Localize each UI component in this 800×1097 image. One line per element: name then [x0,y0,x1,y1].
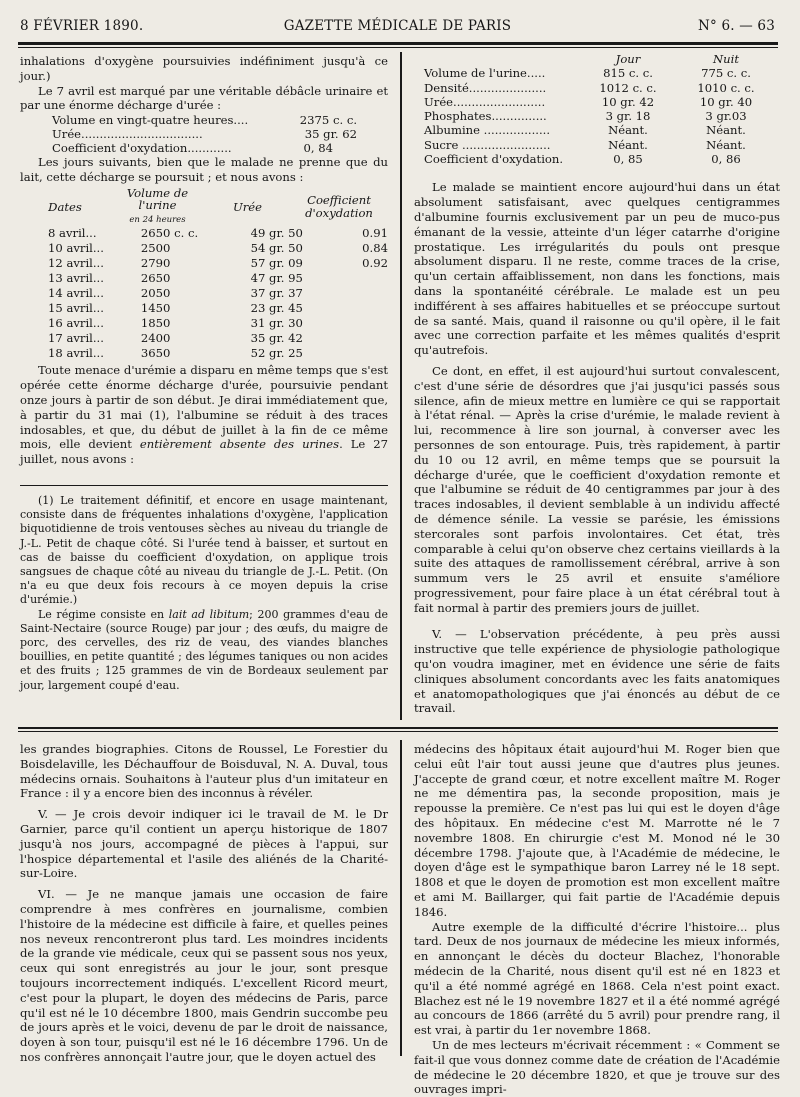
cell-coef [334,271,388,286]
cell-date: 8 avril... [48,226,97,241]
cell-coef [334,331,388,346]
header-rule-thin [18,47,778,48]
cell-coef: 0.92 [362,256,388,271]
table-row [20,271,388,286]
cell-label: Coefficient d'oxydation. [424,152,564,167]
col-header-volume: Volume de l'urine en 24 heures [126,185,189,225]
lower-right-column [414,742,780,1097]
cell-uree: 23 gr. 45 [250,300,303,315]
section-separator-thin [18,731,778,732]
cell-label: Densité..................... [424,80,547,95]
cell-label: Sucre ........................ [424,137,551,152]
cell-vol: 2650 c. c. [140,226,199,241]
cell-vol: 2790 [140,256,171,271]
table-row [414,66,780,80]
footnote-rule [20,485,388,486]
table-row [52,127,357,141]
urine-summary-table [52,113,357,155]
cell-uree: 31 gr. 30 [250,315,303,330]
daily-urine-table [20,187,388,227]
row-label: Coefficient d'oxydation............ [52,141,232,156]
cell-vol: 1850 [140,315,171,330]
cell-date: 16 avril... [48,315,104,330]
table-row [414,138,780,152]
cell-date: 14 avril... [48,285,104,300]
table-row [20,316,388,331]
table-row [20,226,388,241]
cell-jour: 0, 85 [613,152,643,167]
cell-coef [334,286,388,301]
column-divider-upper [400,52,402,720]
table-row [20,256,388,271]
cell-nuit: 1010 c. c. [697,80,755,95]
upper-right-column [414,52,780,716]
lower-left-column [20,742,388,1065]
cell-date: 10 avril... [48,241,104,256]
col-header-dates: Dates [48,199,82,214]
row-value: 35 gr. 62 [304,127,357,142]
header-date: 8 FÉVRIER 1890. [20,18,144,34]
col-header-nuit: Nuit [713,52,739,66]
cell-date: 13 avril... [48,271,104,285]
paragraph: Un de mes lecteurs m'écrivait récemment : « Comment se fait-il que vous donnez comme date de création de l'Académie de médecine le 20 décembre 1820, et que je trouve sur des ouvrages impri- [414,1037,780,1097]
table-row [414,109,780,123]
paragraph: V. — Je crois devoir indiquer ici le travail de M. le Dr Garnier, parce qu'il contient un aperçu historique de 1807 jusqu'à nos jours, accompagné de pièces à l'appui, sur l'hospice départemental et l'asile des aliénés de la Charité-sur-Loire. [20,807,388,881]
table-header-row [20,187,388,227]
table-row [414,95,780,109]
running-header [20,18,775,38]
paragraph: inhalations d'oxygène poursuivies indéfiniment jusqu'à ce jour.) [20,54,388,83]
cell-nuit: 775 c. c. [701,66,751,81]
footnote: (1) Le traitement définitif, et encore en usage maintenant, consiste dans de fréquentes inhalations d'oxygène, l'application biquotidienne de trois ventouses sèches au niveau du triangle de J.-L. Petit de chaque côté. Si l'urée tend à baisser, et surtout en cas de baisse du coefficient d'oxydation, on applique trois sangsues de chaque côté au niveau du triangle de J.-L. Petit. (On n'a eu que deux fois recours à ce moyen depuis la crise d'urémie.) [20,494,388,607]
cell-uree: 37 gr. 37 [250,285,303,300]
cell-uree: 49 gr. 50 [250,226,303,241]
cell-vol: 2500 [140,241,171,256]
cell-coef [334,316,388,331]
col-header-coefficient: Coefficient d'oxydation [305,193,373,220]
table-row [20,241,388,256]
table-row [20,286,388,301]
cell-date: 15 avril... [48,300,104,315]
cell-jour: 1012 c. c. [599,80,657,95]
paragraph: Le malade se maintient encore aujourd'hui dans un état absolument satisfaisant, avec quelques centigrammes d'albumine fournis exclusivement par un peu de muco-pus émanant de la vessie, atteinte d'un léger catarrhe d'origine prostatique. Les irrégularités du pouls ont presque absolument disparu. Il ne reste, comme traces de la crise, qu'un certain affaiblissement, non dans les fonctions, mais dans la spontanéité cérébrale. Le malade est un peu indifférent à ses affaires habituelles et se préoccupe surtout de sa santé. Mais, quand il raisonne ou qu'il opère, il le fait avec une correction parfaite et les mêmes qualités d'esprit qu'autrefois. [414,180,780,358]
col-header-uree: Urée [232,199,263,214]
cell-label: Albumine .................. [424,123,551,138]
footnote: Le régime consiste en lait ad libitum; 200 grammes d'eau de Saint-Nectaire (source Rouge) par jour ; des œufs, du maigre de porc, des cervelles, des riz de veau, des viandes blanches bouillies, en petite quantité ; des légumes taniques ou non acides et des fruits ; 125 grammes de vin de Bordeaux seulement par jour, largement coupé d'eau. [20,607,388,692]
cell-date: 12 avril... [48,256,104,271]
section-separator [18,727,778,729]
cell-label: Urée......................... [424,94,546,109]
cell-vol: 2400 [140,330,171,345]
paragraph: Le 7 avril est marqué par une véritable débâcle urinaire et par une énorme décharge d'urée : [20,83,388,113]
header-page-number: N° 6. — 63 [698,18,775,34]
cell-date: 18 avril... [48,345,104,360]
cell-date: 17 avril... [48,330,104,345]
paragraph: Autre exemple de la difficulté d'écrire l'histoire... plus tard. Deux de nos journaux de médecine les mieux informés, en annonçant le décès du docteur Blachez, l'honorable médecin de la Charité, nous disent qu'il est né en 1823 et qu'il a été nommé agrégé en 1868. Cela n'est point exact. Blachez est né le 19 novembre 1827 et il a été nommé agrégé au concours de 1866 (arrêté du 5 avril) pour prendre rang, il est vrai, à partir du 1er novembre 1868. [414,919,780,1038]
table-row [414,123,780,137]
header-rule [18,42,778,45]
table-row [414,81,780,95]
table-header-row [414,52,780,66]
table-row [20,331,388,346]
cell-uree: 35 gr. 42 [250,330,303,345]
paragraph: V. — L'observation précédente, à peu près aussi instructive que telle expérience de physiologie pathologique qu'on voudra imaginer, met en évidence une série de faits cliniques absolument concordants avec les faits anatomiques et anatomopathologiques que j'ai énoncés au début de ce travail. [414,627,780,716]
cell-jour: Néant. [608,123,648,138]
paragraph: médecins des hôpitaux était aujourd'hui M. Roger bien que celui eût l'air tout aussi jeune que d'autres plus jeunes. J'accepte de grand cœur, et notre excellent maître M. Roger ne me démentira pas, la seconde proposition, mais je repousse la première. Ce n'est pas lui qui est le doyen d'âge des hôpitaux. En médecine c'est M. Marrotte né le 7 novembre 1808. En chirurgie c'est M. Monod né le 30 décembre 1798. J'ajoute que, à l'Académie de médecine, le doyen d'âge est le sympathique baron Larrey né le 18 sept. 1808 et que le doyen de promotion est mon excellent maître et ami M. Baillarger, qui fait partie de l'Académie depuis 1846. [414,742,780,919]
paragraph: les grandes biographies. Citons de Roussel, Le Forestier du Boisdelaville, les Déchauffour de Boisduval, N. A. Duval, tous médecins ornais. Souhaitons à l'auteur plus d'un imitateur en France : il y a encore bien des inconnus à révéler. [20,742,388,801]
cell-nuit: 3 gr.03 [705,109,747,124]
cell-nuit: Néant. [706,137,746,152]
table-row [414,152,780,166]
cell-nuit: 10 gr. 40 [699,94,753,109]
table-row [52,113,357,127]
day-night-table [414,52,780,166]
cell-uree: 57 gr. 09 [250,256,303,271]
cell-nuit: Néant. [706,123,746,138]
row-label: Volume en vingt-quatre heures.... [52,113,249,128]
paragraph: VI. — Je ne manque jamais une occasion de faire comprendre à mes confrères en journalisme, combien l'histoire de la médecine est difficile à faire, et quelles peines nos neveux rencontreront plus tard. Les moindres incidents de la grande vie médicale, ceux qui se passent sous nos yeux, ceux qui sont enregistrés au jour le jour, sont presque toujours incorrectement indiqués. L'excellent Ricord meurt, c'est pour la plupart, le doyen des médecins de Paris, parce qu'il est né le 10 décembre 1800, mais Gendrin succombe peu de jours après et le voici, devenu de par le droit de naissance, doyen à son tour, puisqu'il est né le 16 décembre 1796. Un de nos confrères annonçait l'autre jour, que le doyen actuel des [20,887,388,1064]
cell-vol: 2050 [140,285,171,300]
upper-left-column [20,54,388,693]
header-title: GAZETTE MÉDICALE DE PARIS [283,18,512,34]
cell-uree: 52 gr. 25 [250,345,303,360]
row-label: Urée................................. [52,127,203,142]
cell-coef [334,346,388,361]
col-header-jour: Jour [615,52,641,66]
cell-label: Volume de l'urine..... [424,66,546,81]
cell-uree: 47 gr. 95 [250,271,303,285]
cell-nuit: 0, 86 [711,152,741,167]
paragraph: Toute menace d'urémie a disparu en même temps que s'est opérée cette énorme décharge d'urée, poursuivie pendant onze jours à partir de son début. Je dirai immédiatement que, à partir du 31 mai (1), l'albumine se réduit à des traces indosables, et que, du début de juillet à la fin de ce même mois, elle devient entièrement absente des urines. Le 27 juillet, nous avons : [20,363,389,467]
row-value: 2375 c. c. [299,113,357,128]
cell-coef: 0.91 [362,226,388,241]
paragraph: Les jours suivants, bien que le malade ne prenne que du lait, cette décharge se poursuit ; et nous avons : [20,155,388,184]
cell-uree: 54 gr. 50 [250,241,303,256]
cell-coef: 0.84 [362,241,388,256]
cell-jour: 815 c. c. [603,66,653,81]
table-row [20,346,388,361]
cell-vol: 1450 [140,300,171,315]
cell-jour: 10 gr. 42 [601,94,655,109]
cell-vol: 2650 [140,271,171,285]
table-row [20,301,388,316]
column-divider-lower [400,740,402,1056]
daily-urine-rows [20,226,388,360]
cell-jour: Néant. [608,137,648,152]
row-value: 0, 84 [303,141,333,156]
cell-label: Phosphates............... [424,109,547,124]
cell-coef [334,301,388,316]
paragraph: Ce dont, en effet, il est aujourd'hui surtout convalescent, c'est d'une série de désordres que j'ai jusqu'ici passés sous silence, afin de mieux mettre en lumière ce qui se rapportait à l'état rénal. — Après la crise d'urémie, le malade revient à lui, recommence à lire son journal, à converser avec les personnes de son entourage. Puis, très rapidement, à partir du 10 ou 12 avril, en même temps que se poursuit la décharge d'urée, que le coefficient d'oxydation remonte et que l'albumine se réduit de 40 centigrammes par jour à des traces indosables, il devient semblable à un individu affecté de démence sénile. La vessie se parésie, les émissions stercorales sont parfois involontaires. Cet état, très comparable à celui qu'on observe chez certains vieillards à la suite des attaques de ramollissement cérébral, arrive à son summum vers le 25 avril et ensuite s'améliore progressivement, pour faire place à un état cérébral tout à fait normal à partir des premiers jours de juillet. [414,363,780,615]
table-row [52,141,357,155]
cell-jour: 3 gr. 18 [605,109,651,124]
cell-vol: 3650 [140,345,171,360]
